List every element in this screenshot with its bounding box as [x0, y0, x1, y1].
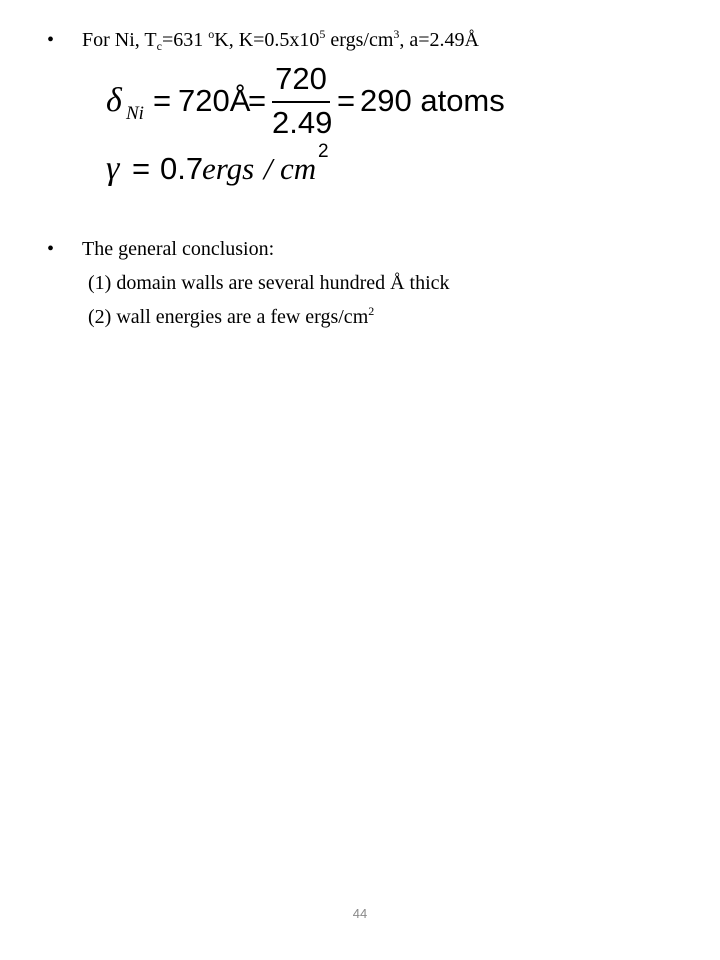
exponent-superscript: 5	[319, 27, 326, 41]
fraction-bar	[272, 101, 330, 103]
conclusion-item-2	[88, 305, 374, 329]
gamma-symbol: γ	[106, 150, 120, 187]
text-segment: For Ni, T	[82, 29, 157, 51]
equals-sign: =	[248, 83, 267, 118]
text-segment: ergs/cm	[325, 29, 394, 51]
text-segment: =631	[161, 29, 209, 51]
page-number: 44	[352, 906, 368, 921]
cm-unit: cm	[280, 151, 317, 186]
bullet-dot: •	[47, 29, 55, 51]
text-segment: , a=2.49Å	[399, 29, 479, 51]
degree-superscript: o	[208, 27, 215, 41]
text-segment: K, K=0.5x10	[214, 29, 320, 51]
subscript-c: c	[156, 39, 162, 53]
conclusion-item-1: (1) domain walls are several hundred Å thick	[88, 272, 450, 294]
delta-symbol: δ	[106, 82, 122, 119]
slash: /	[256, 151, 281, 186]
equals-sign: =	[132, 151, 151, 186]
ergs-unit: ergs	[202, 151, 255, 186]
cubic-superscript: 3	[393, 27, 400, 41]
thickness-value: 720Å	[178, 83, 251, 118]
fraction-denominator: 2.49	[272, 105, 333, 140]
bullet-dot: •	[47, 238, 55, 260]
nickel-parameters-line	[82, 28, 479, 52]
squared-exponent: 2	[318, 141, 329, 162]
delta-subscript-ni: Ni	[126, 103, 144, 124]
conclusion-heading: The general conclusion:	[82, 238, 275, 260]
text-segment: (2) wall energies are a few ergs/cm	[88, 306, 369, 328]
equals-sign: =	[153, 83, 172, 118]
atoms-result: 290 atoms	[360, 83, 505, 118]
fraction-numerator: 720	[275, 61, 327, 96]
equals-sign: =	[337, 83, 356, 118]
energy-value: 0.7	[160, 151, 204, 186]
fraction	[272, 61, 333, 142]
squared-superscript: 2	[368, 304, 375, 318]
